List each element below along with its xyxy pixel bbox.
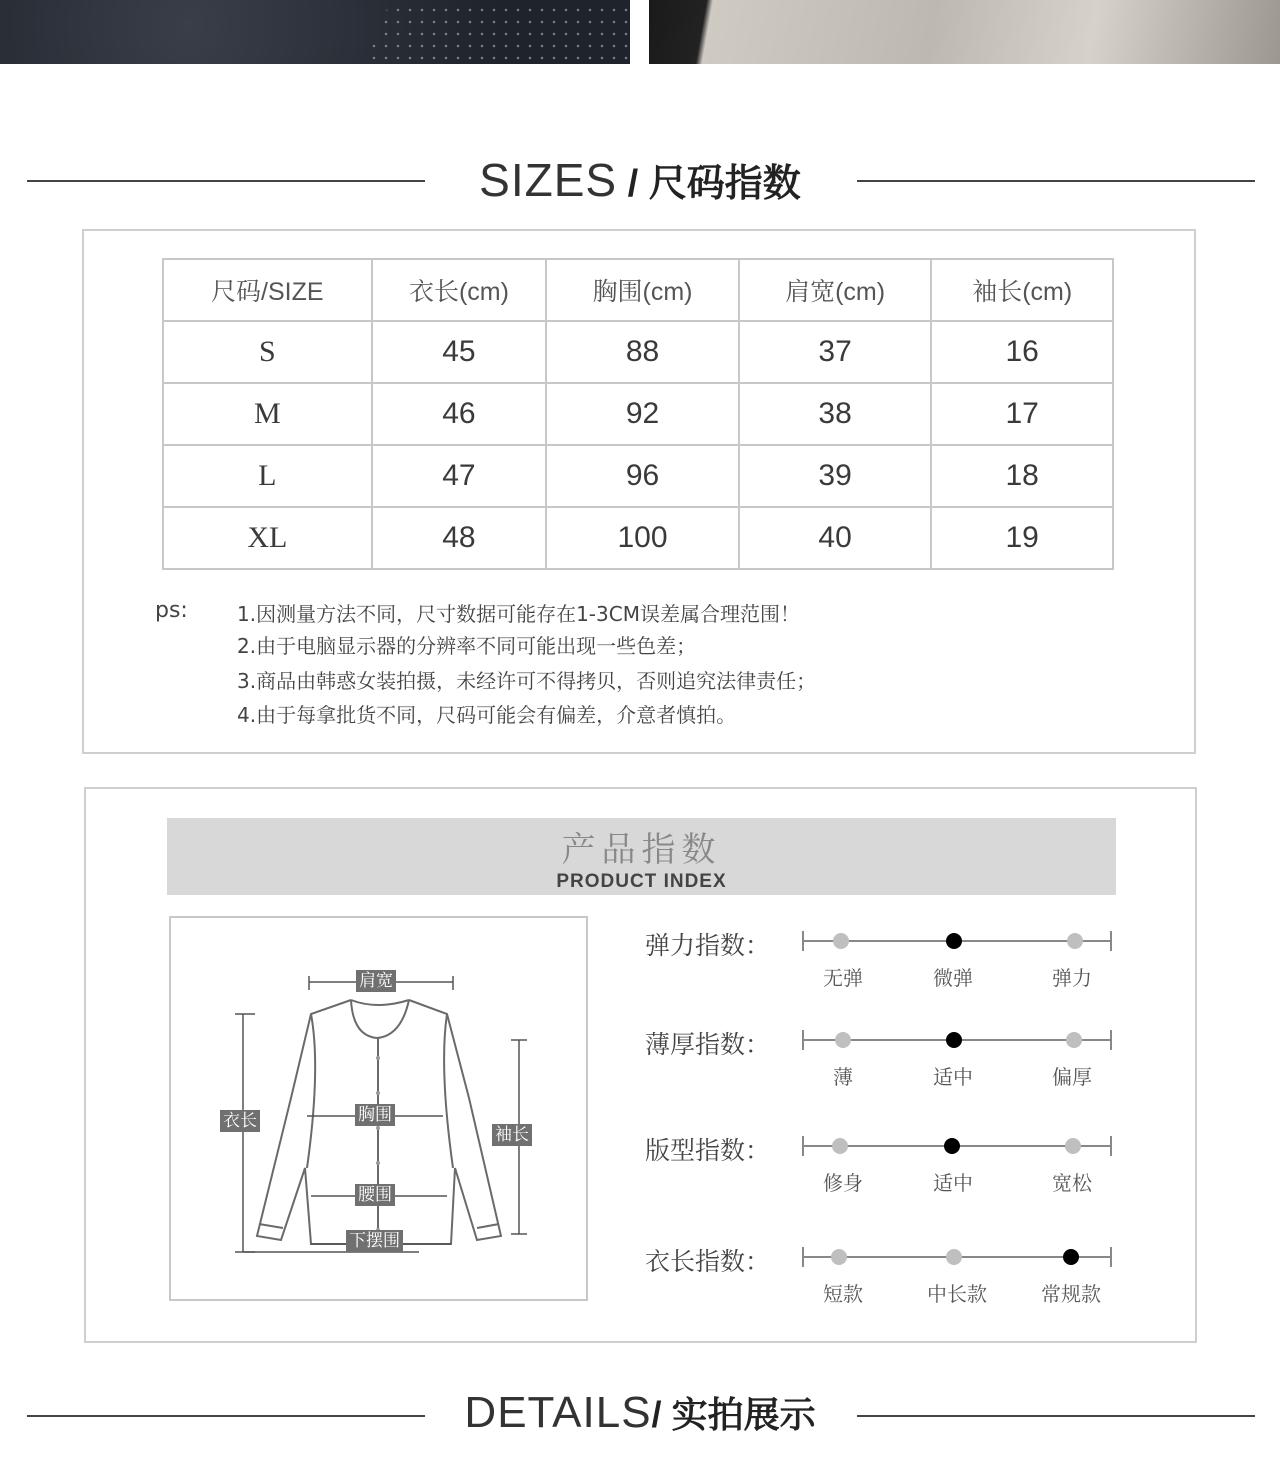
product-photo-left — [0, 0, 630, 64]
notes-prefix: ps: — [155, 598, 188, 623]
details-title-sep: / — [651, 1394, 672, 1435]
cell-shoulder: 40 — [739, 507, 932, 569]
index-option: 适中 — [933, 1065, 973, 1089]
index-row-elasticity — [645, 926, 1125, 996]
label-hem: 下摆围 — [346, 1230, 403, 1252]
header-chest: 胸围(cm) — [546, 259, 739, 321]
index-dot — [946, 1032, 962, 1048]
cell-sleeve: 17 — [931, 383, 1113, 445]
index-option: 偏厚 — [1052, 1065, 1092, 1089]
details-title-zh: 实拍展示 — [671, 1394, 816, 1435]
index-option: 薄 — [833, 1065, 853, 1089]
header-sleeve: 袖长(cm) — [931, 259, 1113, 321]
measurement-diagram — [169, 916, 588, 1301]
sizes-section-title — [0, 150, 1280, 210]
cell-size: L — [163, 445, 372, 507]
cell-sleeve: 18 — [931, 445, 1113, 507]
product-index-title-zh: 产品指数 — [561, 830, 722, 870]
index-option: 弹力 — [1052, 966, 1092, 990]
index-option: 无弹 — [823, 966, 863, 990]
index-row-fit — [645, 1131, 1125, 1201]
product-index-title-en: PRODUCT INDEX — [556, 871, 727, 892]
index-dot — [835, 1032, 851, 1048]
product-photo-right — [649, 0, 1280, 64]
table-row — [163, 383, 1113, 445]
table-row — [163, 321, 1113, 383]
index-label: 薄厚指数： — [645, 1030, 771, 1059]
label-sleeve: 袖长 — [492, 1124, 532, 1146]
label-chest: 胸围 — [355, 1104, 395, 1126]
cell-size: M — [163, 383, 372, 445]
header-length: 衣长(cm) — [372, 259, 547, 321]
cell-chest: 92 — [546, 383, 739, 445]
details-section-title — [0, 1385, 1280, 1445]
sizes-title-en: SIZES — [479, 154, 618, 206]
index-option: 常规款 — [1041, 1282, 1101, 1306]
track-cap — [1110, 931, 1112, 951]
size-table — [162, 258, 1114, 570]
cell-length: 45 — [372, 321, 547, 383]
header-shoulder: 肩宽(cm) — [739, 259, 932, 321]
track-cap — [1110, 1136, 1112, 1156]
index-dot — [1066, 1032, 1082, 1048]
note-line: 1.因测量方法不同，尺寸数据可能存在1-3CM误差属合理范围！ — [237, 602, 800, 626]
cell-length: 47 — [372, 445, 547, 507]
index-option: 微弹 — [933, 966, 973, 990]
cell-length: 46 — [372, 383, 547, 445]
track-cap — [802, 1136, 804, 1156]
track-cap — [802, 1030, 804, 1050]
cell-size: S — [163, 321, 372, 383]
cell-shoulder: 38 — [739, 383, 932, 445]
index-dot — [833, 933, 849, 949]
index-dot — [944, 1138, 960, 1154]
index-row-thickness — [645, 1025, 1125, 1095]
note-line: 2.由于电脑显示器的分辨率不同可能出现一些色差； — [237, 634, 697, 658]
cell-chest: 100 — [546, 507, 739, 569]
index-option: 修身 — [823, 1171, 863, 1195]
index-label: 衣长指数： — [645, 1247, 771, 1276]
cell-sleeve: 16 — [931, 321, 1113, 383]
note-line: 3.商品由韩惑女装拍摄，未经许可不得拷贝，否则追究法律责任； — [237, 669, 817, 693]
index-option: 宽松 — [1052, 1171, 1092, 1195]
label-length: 衣长 — [220, 1110, 260, 1132]
index-option: 适中 — [933, 1171, 973, 1195]
size-table-header — [163, 259, 1113, 321]
header-size: 尺码/SIZE — [163, 259, 372, 321]
details-title-en: DETAILS — [464, 1388, 652, 1437]
index-row-length — [645, 1242, 1125, 1312]
index-label: 版型指数： — [645, 1136, 771, 1165]
sizes-title-sep: / — [617, 163, 649, 205]
index-dot — [832, 1138, 848, 1154]
index-option: 中长款 — [927, 1282, 987, 1306]
cell-chest: 88 — [546, 321, 739, 383]
index-option: 短款 — [823, 1282, 863, 1306]
track-cap — [1110, 1030, 1112, 1050]
cell-sleeve: 19 — [931, 507, 1113, 569]
note-line: 4.由于每拿批货不同，尺码可能会有偏差，介意者慎拍。 — [237, 703, 737, 727]
index-dot — [1063, 1249, 1079, 1265]
label-waist: 腰围 — [355, 1184, 395, 1206]
index-dot — [1067, 933, 1083, 949]
cell-shoulder: 37 — [739, 321, 932, 383]
sizes-title-zh: 尺码指数 — [648, 163, 801, 205]
cell-shoulder: 39 — [739, 445, 932, 507]
label-shoulder: 肩宽 — [356, 970, 396, 992]
table-row — [163, 507, 1113, 569]
index-label: 弹力指数： — [645, 931, 771, 960]
track-cap — [802, 931, 804, 951]
index-dot — [1065, 1138, 1081, 1154]
table-row — [163, 445, 1113, 507]
cell-chest: 96 — [546, 445, 739, 507]
track-cap — [802, 1247, 804, 1267]
track-cap — [1110, 1247, 1112, 1267]
cell-length: 48 — [372, 507, 547, 569]
index-dot — [831, 1249, 847, 1265]
index-dot — [946, 1249, 962, 1265]
product-index-banner — [167, 818, 1116, 895]
cell-size: XL — [163, 507, 372, 569]
index-dot — [946, 933, 962, 949]
